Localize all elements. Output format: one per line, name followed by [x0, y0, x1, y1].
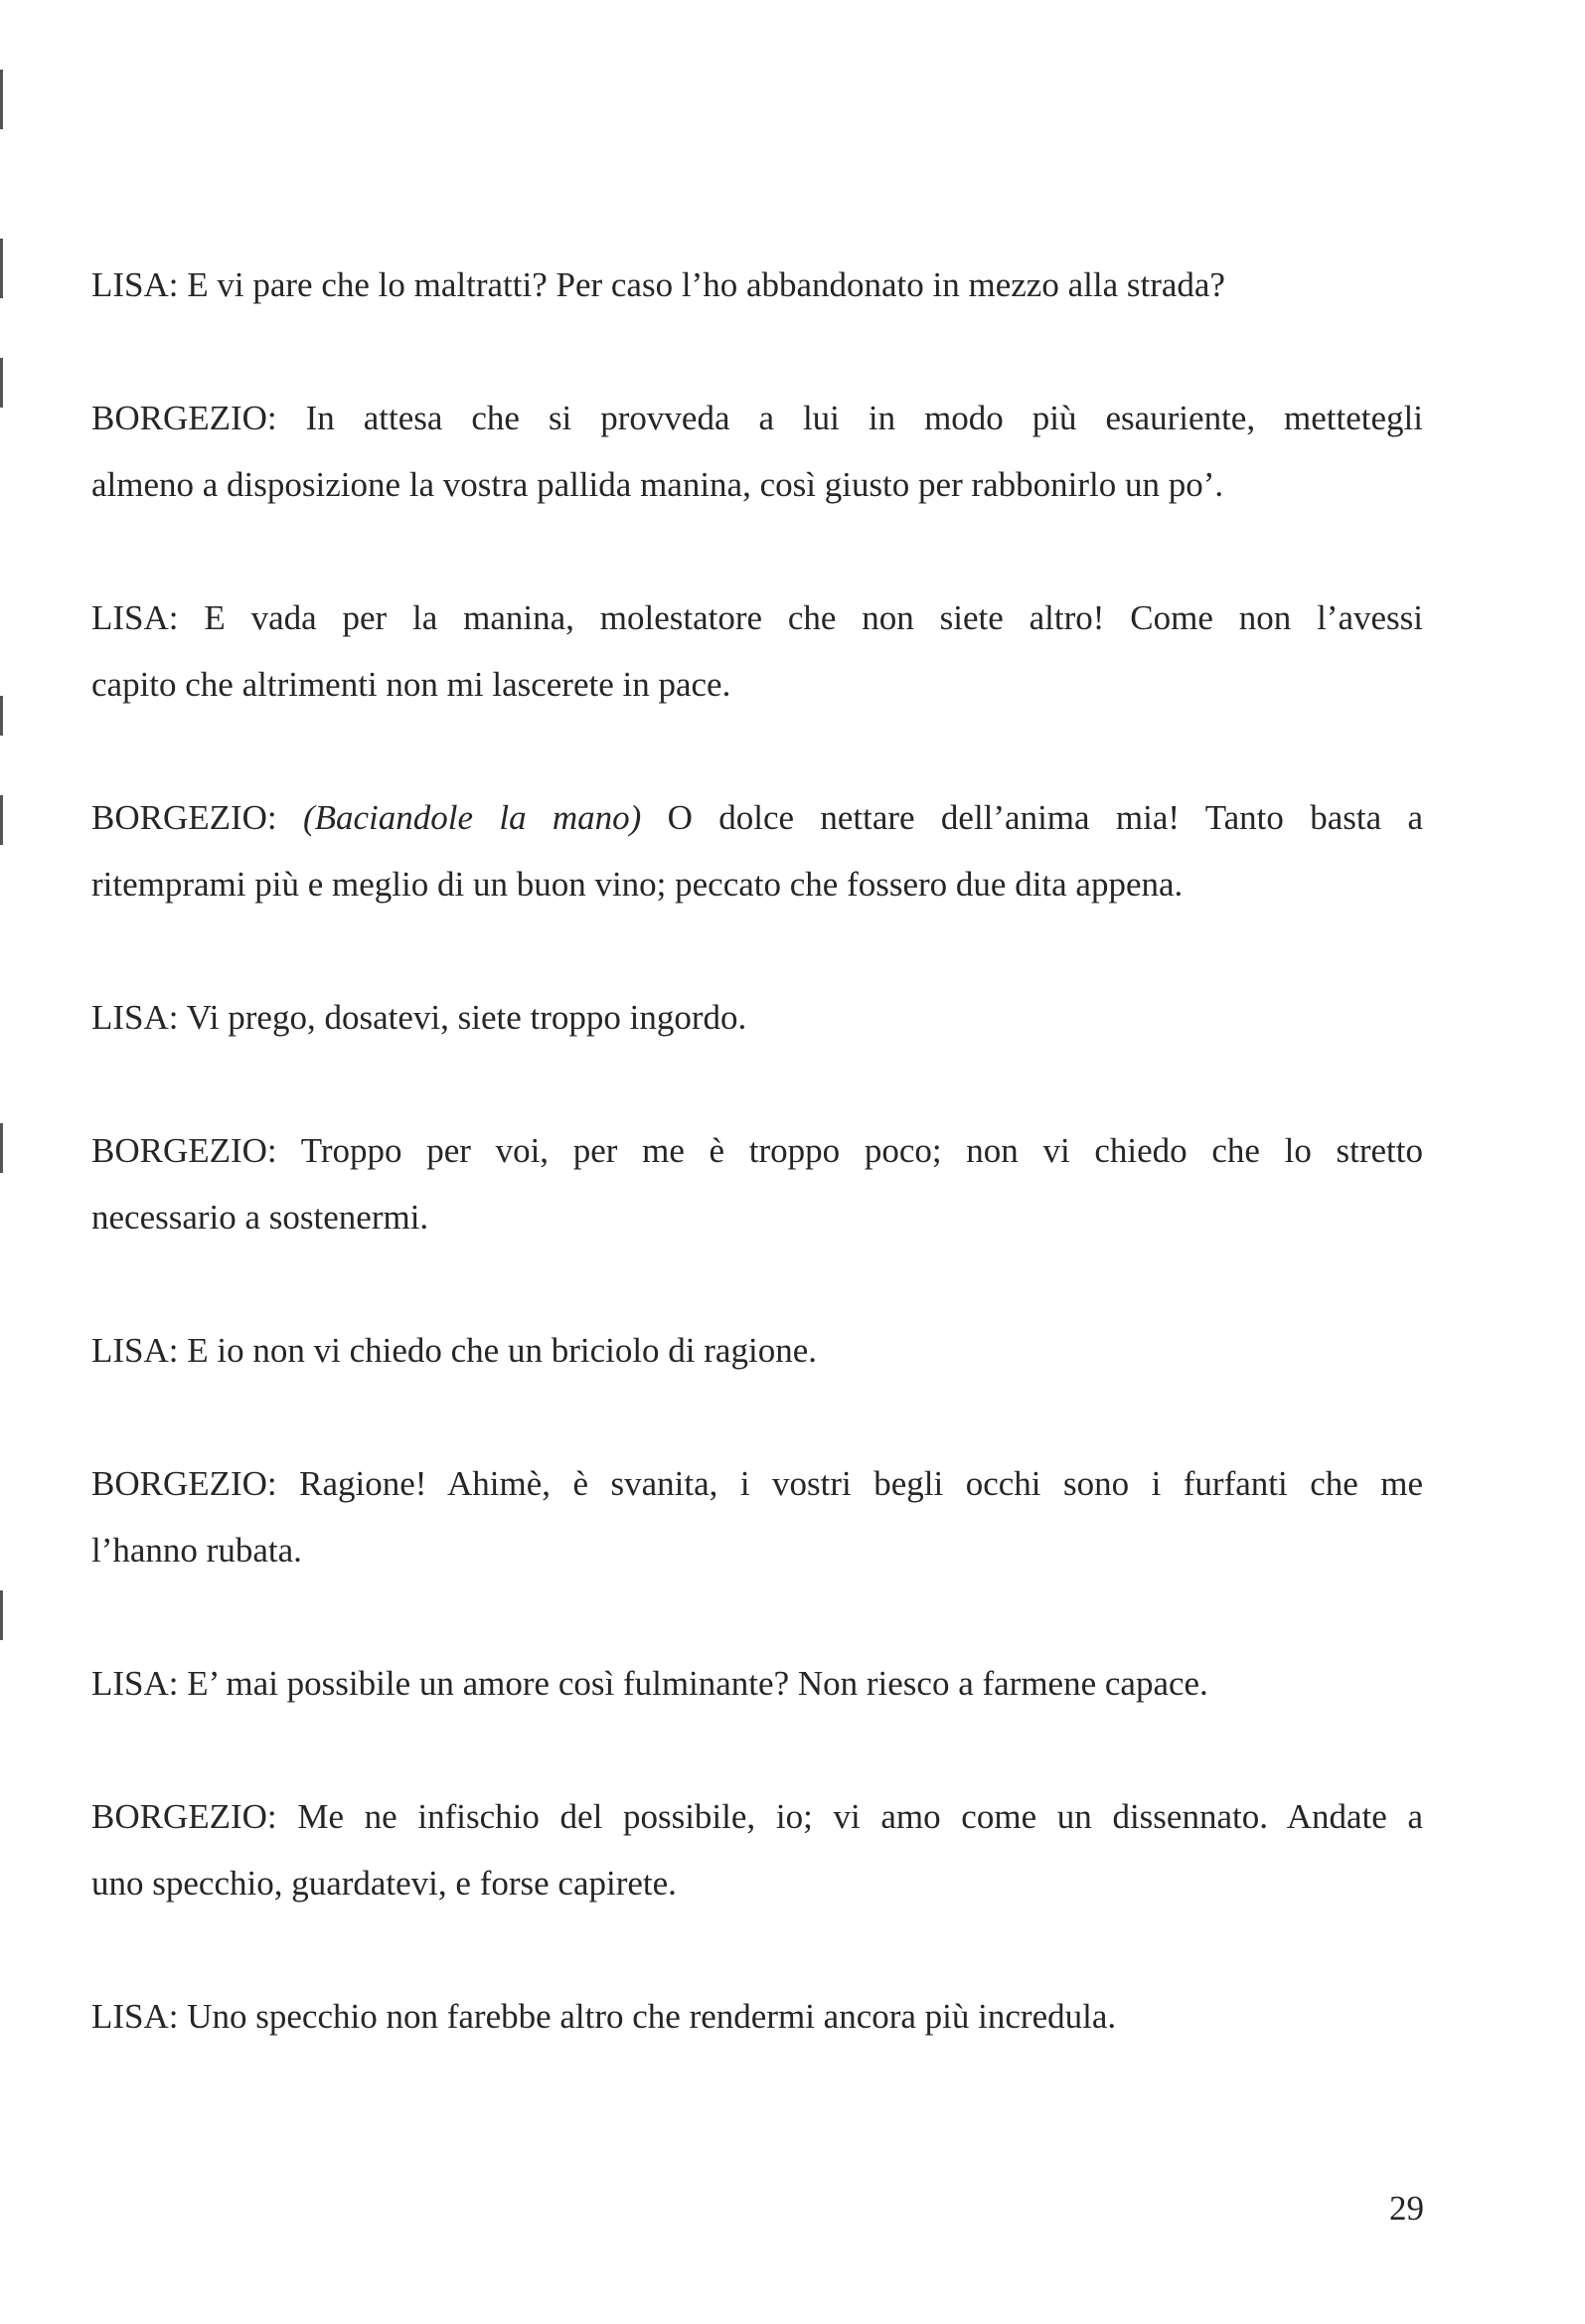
text-line: LISA: Uno specchio non farebbe altro che rendermi ancora più incredula. [91, 1997, 1117, 2036]
text-line: LISA: Vi prego, dosatevi, siete troppo ingordo. [91, 998, 747, 1037]
scan-edge-mark [0, 696, 3, 736]
dialogue-line-lisa [91, 251, 1423, 318]
dialogue-line-borgezio [91, 1450, 1423, 1583]
text-line: LISA: E’ mai possibile un amore così fulminante? Non riesco a farmene capace. [91, 1664, 1208, 1703]
document-body [91, 251, 1423, 2116]
dialogue-line-borgezio [91, 1783, 1423, 1916]
dialogue-line-borgezio [91, 385, 1423, 518]
text-line: capito che altrimenti non mi lascerete in pace. [91, 665, 731, 704]
text-line: BORGEZIO: In attesa che si provveda a lui in modo più esauriente, mettetegli [91, 399, 1423, 437]
text-line: LISA: E vada per la manina, molestatore che non siete altro! Come non l’avessi [91, 598, 1423, 637]
speaker-name: BORGEZIO: [91, 798, 277, 837]
scan-edge-mark [0, 358, 3, 408]
dialogue-line-lisa [91, 1317, 1423, 1384]
scan-edge-mark [0, 70, 3, 129]
text-line: BORGEZIO: Troppo per voi, per me è troppo poco; non vi chiedo che lo stretto [91, 1131, 1423, 1170]
scan-edge-mark [0, 239, 3, 298]
stage-direction: (Baciandole la mano) [302, 798, 642, 837]
dialogue-line-lisa [91, 1650, 1423, 1717]
text-line: almeno a disposizione la vostra pallida manina, così giusto per rabbonirlo un po’. [91, 465, 1224, 504]
text-line: uno specchio, guardatevi, e forse capirete. [91, 1864, 677, 1903]
text-line: necessario a sostenermi. [91, 1198, 429, 1237]
text-line: ritemprami più e meglio di un buon vino; peccato che fossero due dita appena. [91, 865, 1184, 904]
scan-edge-mark [0, 795, 3, 845]
scan-edge-mark [0, 1590, 3, 1640]
dialogue-text: O dolce nettare dell’anima mia! Tanto basta a [667, 798, 1424, 837]
text-line [91, 784, 1423, 851]
text-line: LISA: E io non vi chiedo che un briciolo di ragione. [91, 1331, 817, 1370]
dialogue-line-borgezio [91, 1117, 1423, 1250]
text-line: BORGEZIO: Me ne infischio del possibile, io; vi amo come un dissennato. Andate a [91, 1797, 1423, 1836]
dialogue-line-borgezio [91, 784, 1423, 917]
dialogue-line-lisa [91, 584, 1423, 718]
dialogue-line-lisa [91, 984, 1423, 1051]
dialogue-line-lisa [91, 1983, 1423, 2050]
scan-edge-mark [0, 1123, 3, 1173]
text-line: LISA: E vi pare che lo maltratti? Per caso l’ho abbandonato in mezzo alla strada? [91, 265, 1225, 304]
text-line: BORGEZIO: Ragione! Ahimè, è svanita, i vostri begli occhi sono i furfanti che me [91, 1464, 1423, 1503]
page-number: 29 [1389, 2189, 1424, 2228]
text-line: l’hanno rubata. [91, 1531, 302, 1570]
